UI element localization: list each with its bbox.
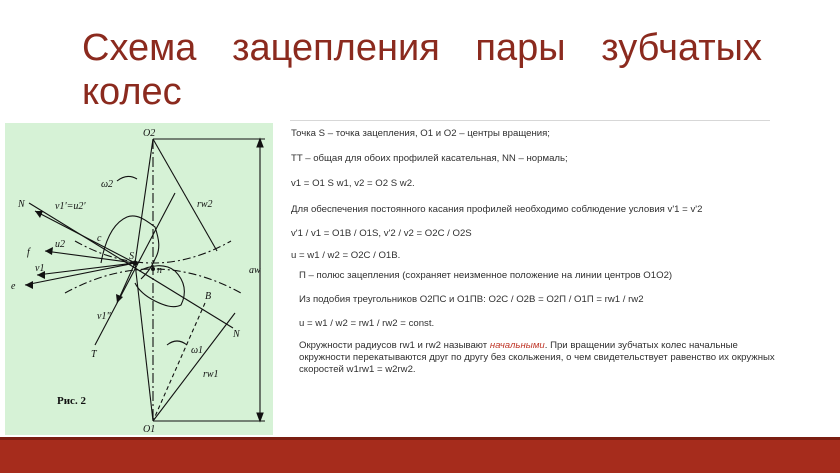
label-v1: v1: [35, 263, 45, 274]
bottom-band: [0, 437, 840, 473]
text-line-7: П – полюс зацепления (сохраняет неизменное положение на линии центров O1O2): [299, 270, 673, 281]
label-t: T: [91, 349, 97, 360]
label-v1-prime: v1'=u2': [55, 201, 86, 212]
label-aw: aw: [249, 265, 261, 276]
gear-mesh-figure: [5, 123, 273, 435]
label-rw2: rw2: [197, 199, 213, 210]
label-e: e: [11, 281, 16, 292]
text-line-4: Для обеспечения постоянного касания профилей необходимо соблюдение условия v'1 = v'2: [291, 204, 703, 215]
text-line-9: u = w1 / w2 = rw1 / rw2 = const.: [299, 318, 435, 329]
text-line-8: Из подобия треугольников O2ПС и O1ПВ: O2C / O2B = O2П / O1П = rw1 / rw2: [299, 294, 644, 305]
title-divider: [290, 120, 770, 121]
label-omega2: ω2: [101, 179, 114, 190]
label-f: f: [27, 247, 30, 258]
text-last-highlight: начальными: [489, 340, 545, 351]
label-rw1: rw1: [203, 369, 219, 380]
text-line-1: Точка S – точка зацепления, O1 и O2 – центры вращения;: [291, 128, 550, 139]
label-n-top: N: [18, 199, 25, 210]
slide-title: Схема зацепления пары зубчатых колес: [82, 27, 762, 113]
text-last-after: . При вращении зубчатых колес начальные окружности перекатываются друг по другу без скольжения, о чем свидетельствует равенство их окружных скоростей w1rw1 = w2rw2.: [299, 340, 775, 375]
text-last-before: Окружности радиусов rw1 и rw2 называют: [299, 340, 488, 351]
text-paragraph-last: [299, 340, 777, 376]
label-s: S: [129, 251, 134, 262]
text-line-2: TT – общая для обоих профилей касательная, NN – нормаль;: [291, 153, 568, 164]
text-line-5: v'1 / v1 = O1B / O1S, v'2 / v2 = O2C / O2S: [291, 228, 472, 239]
label-o2: O2: [143, 128, 156, 139]
label-b: B: [205, 291, 212, 302]
label-n-bottom: N: [233, 329, 240, 340]
gear-mesh-diagram: [5, 123, 273, 435]
text-line-6: u = w1 / w2 = O2C / O1B.: [291, 250, 401, 261]
label-v2: u2: [55, 239, 65, 250]
figure-caption: Рис. 2: [57, 395, 86, 407]
label-c: c: [97, 233, 102, 244]
label-o1: O1: [143, 424, 156, 435]
label-omega1: ω1: [191, 345, 204, 356]
label-v1-double-prime: v1": [97, 311, 111, 322]
label-pi: п: [157, 265, 162, 276]
text-line-3: v1 = O1 S w1, v2 = O2 S w2.: [291, 178, 415, 189]
